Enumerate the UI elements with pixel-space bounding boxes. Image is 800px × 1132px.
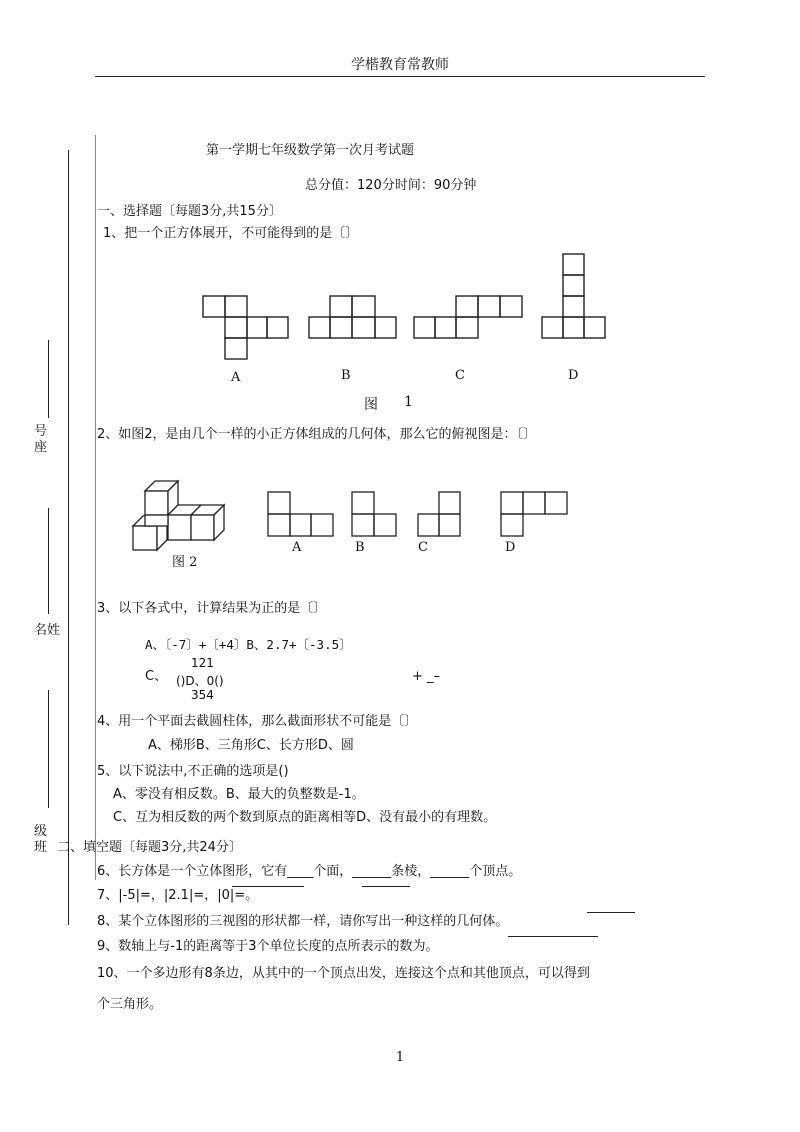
q6-text: 6、长方体是一个立体图形，它有____个面，______条棱，______个顶点。 [97,864,522,879]
q2-option-b: B [355,540,365,555]
q3-options-ab: A、〔-7〕+〔+4〕B、2.7+〔-3.5〕 [145,637,352,652]
q2-figure-caption: 图 2 [172,555,198,570]
header-rule [95,76,705,77]
q9-blank-line [508,936,598,937]
q9-text: 9、数轴上与-1的距离等于3个单位长度的点所表示的数为。 [97,939,439,954]
q1-figure-caption-number: 1 [404,394,413,410]
q3-fraction-numerators: 121 [191,656,214,670]
q4-options: A、梯形B、三角形C、长方形D、圆 [148,738,354,753]
q1-option-d: D [568,368,579,383]
page-number: 1 [395,1050,405,1065]
sidebar-char-ban: 班 [34,840,48,855]
q3-stray-symbols: + _– [412,669,441,684]
q5-options-ab: A、零没有相反数。B、最大的负整数是-1。 [113,787,365,802]
q7-text: 7、|-5|=，|2.1|=，|0|=。 [97,888,259,903]
exam-title: 第一学期七年级数学第一次月考试题 [206,143,415,158]
q2-text: 2、如图2，是由几个一样的小正方体组成的几何体，那么它的俯视图是：〔〕 [97,427,537,442]
net-d [542,254,605,338]
q10-text-line2: 个三角形。 [97,997,163,1012]
section2-heading: 二、填空题〔每题3分,共24分〕 [57,840,242,855]
view-a [268,492,333,536]
sidebar-rule-2 [48,508,49,614]
sidebar-rule-3 [48,690,49,808]
q3-fraction-expression: ()D、0() [176,674,224,688]
net-c [414,296,522,338]
sidebar-char-zuo: 座 [34,440,48,455]
view-b [352,492,396,536]
q2-option-a: A [292,540,302,555]
view-d [501,492,567,536]
view-c [418,492,460,536]
section1-heading: 一、选择题〔每题3分,共15分〕 [97,204,282,219]
q8-blank-line [587,912,635,913]
exam-subtitle: 总分值：120分时间：90分钟 [305,178,477,193]
q8-text: 8、某个立体图形的三视图的形状都一样，请你写出一种这样的几何体。 [97,914,509,929]
q3-text: 3、以下各式中，计算结果为正的是〔〕 [97,601,327,616]
binding-line-outer [68,150,69,925]
binding-line-inner [95,135,96,880]
sidebar-char-ji: 级 [34,824,48,839]
q5-text: 5、以下说法中,不正确的选项是() [97,764,289,779]
q3-fraction-denominators: 354 [191,688,214,702]
net-b [309,296,396,338]
page-header-title: 学楷教育常教师 [351,57,449,73]
net-a [203,296,288,359]
q2-option-c: C [418,540,428,555]
sidebar-rule-1 [48,340,49,418]
sidebar-char-hao: 号 [34,424,48,439]
q7-blank-line-2 [362,886,410,887]
q1-option-a: A [231,370,241,385]
q1-option-c: C [455,368,465,383]
sidebar-char-xing: 姓 [47,623,61,638]
q7-blank-line-1 [232,886,304,887]
q10-text-line1: 10、一个多边形有8条边，从其中的一个顶点出发，连接这个点和其他顶点，可以得到 [97,966,590,981]
q1-option-b: B [341,368,351,383]
sidebar-char-ming: 名 [34,623,48,638]
q1-text: 1、把一个正方体展开，不可能得到的是〔〕 [103,226,359,241]
q5-options-cd: C、互为相反数的两个数到原点的距离相等D、没有最小的有理数。 [113,810,497,825]
q4-text: 4、用一个平面去截圆柱体，那么截面形状不可能是〔〕 [97,714,418,729]
cube-stack [133,481,224,550]
q1-figure-caption-label: 图 [364,397,378,413]
q3-option-c-label: C、 [145,669,168,684]
q2-option-d: D [505,540,516,555]
